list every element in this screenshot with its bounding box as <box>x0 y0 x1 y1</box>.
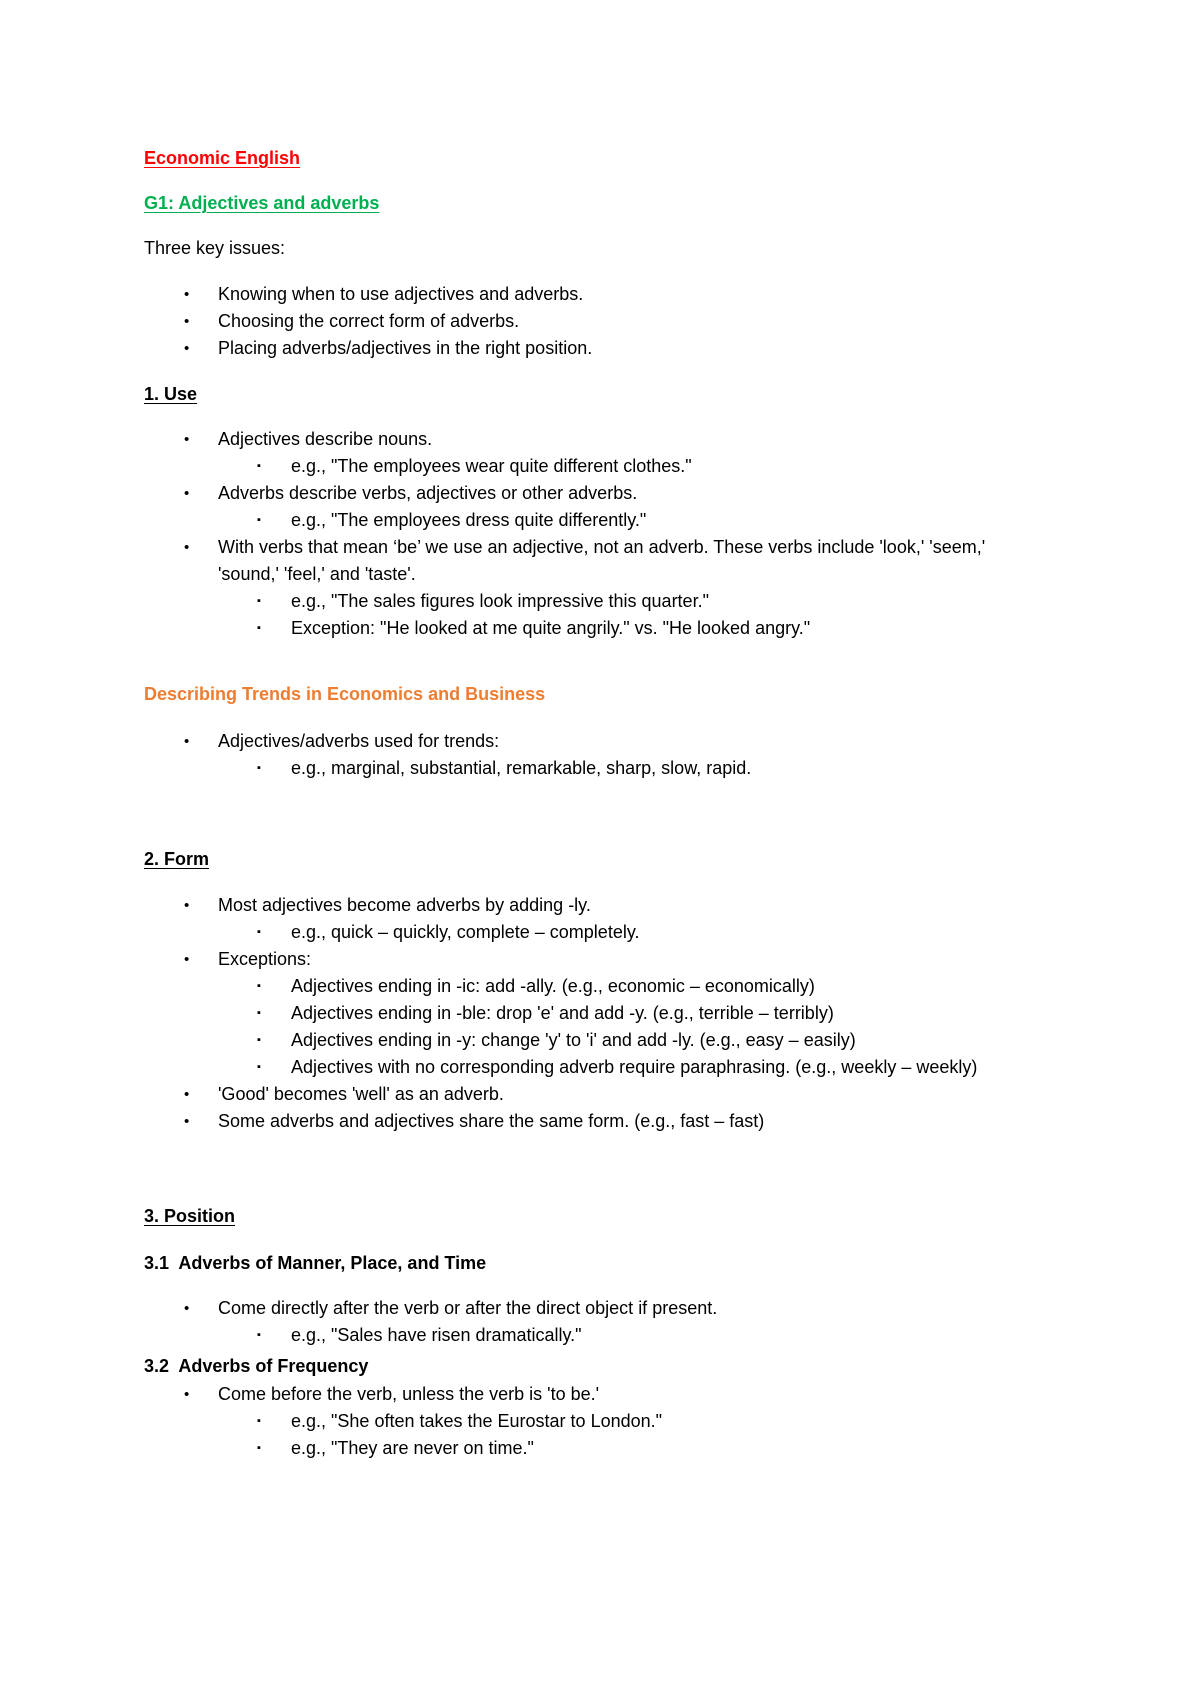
square-bullet-icon: ▪ <box>257 1007 261 1019</box>
bullet-icon: • <box>184 431 190 448</box>
bullet-icon: • <box>184 1113 190 1130</box>
intro-text: Three key issues: <box>144 238 286 258</box>
list-item: • With verbs that mean ‘be’ we use an adjective, not an adverb. These verbs include 'look,' 'seem,' 'sound,' 'feel,' and 'taste'. <box>144 534 1044 588</box>
bullet-icon: • <box>184 286 190 303</box>
list-item: • Come before the verb, unless the verb is 'to be.' <box>144 1381 1044 1408</box>
square-bullet-icon: ▪ <box>257 1329 261 1341</box>
square-bullet-icon: ▪ <box>257 1061 261 1073</box>
list-item: • Adjectives describe nouns. <box>144 426 1044 453</box>
bullet-icon: • <box>184 485 190 502</box>
form-list <box>144 892 1044 1135</box>
position-manner-list <box>144 1295 1044 1349</box>
list-item: • 'Good' becomes 'well' as an adverb. <box>144 1081 1044 1108</box>
square-bullet-icon: ▪ <box>257 1442 261 1454</box>
bullet-icon: • <box>184 733 190 750</box>
list-item: • Exceptions: <box>144 946 1044 973</box>
list-item: ▪ e.g., quick – quickly, complete – completely. <box>144 919 1044 946</box>
bullet-icon: • <box>184 1300 190 1317</box>
subsection-heading-manner: 3.1 Adverbs of Manner, Place, and Time <box>144 1253 487 1273</box>
list-item: • Adjectives/adverbs used for trends: <box>144 728 1044 755</box>
list-item: ▪ e.g., marginal, substantial, remarkable, sharp, slow, rapid. <box>144 755 1044 782</box>
list-item: ▪ Adjectives ending in -y: change 'y' to 'i' and add -ly. (e.g., easy – easily) <box>144 1027 1044 1054</box>
bullet-icon: • <box>184 539 190 556</box>
list-item: ▪ e.g., "The employees dress quite differently." <box>144 507 1044 534</box>
section-heading-use: 1. Use <box>144 384 198 404</box>
document-title: Economic English <box>144 148 301 168</box>
document-subtitle: G1: Adjectives and adverbs <box>144 193 380 213</box>
section-heading-form: 2. Form <box>144 849 210 869</box>
list-item: ▪ e.g., "She often takes the Eurostar to London." <box>144 1408 1044 1435</box>
trends-list <box>144 728 1044 782</box>
square-bullet-icon: ▪ <box>257 980 261 992</box>
square-bullet-icon: ▪ <box>257 514 261 526</box>
bullet-icon: • <box>184 340 190 357</box>
list-item: ▪ Adjectives with no corresponding adverb require paraphrasing. (e.g., weekly – weekly) <box>144 1054 1044 1081</box>
list-item: ▪ Adjectives ending in -ble: drop 'e' and add -y. (e.g., terrible – terribly) <box>144 1000 1044 1027</box>
use-list <box>144 426 1044 642</box>
list-item: • Knowing when to use adjectives and adverbs. <box>144 281 1044 308</box>
list-item: ▪ e.g., "They are never on time." <box>144 1435 1044 1462</box>
list-item: • Choosing the correct form of adverbs. <box>144 308 1044 335</box>
square-bullet-icon: ▪ <box>257 622 261 634</box>
section-heading-trends: Describing Trends in Economics and Business <box>144 684 546 704</box>
square-bullet-icon: ▪ <box>257 595 261 607</box>
list-item: ▪ Exception: "He looked at me quite angrily." vs. "He looked angry." <box>144 615 1044 642</box>
list-item: • Adverbs describe verbs, adjectives or other adverbs. <box>144 480 1044 507</box>
list-item: ▪ e.g., "The sales figures look impressive this quarter." <box>144 588 1044 615</box>
position-frequency-list <box>144 1381 1044 1462</box>
square-bullet-icon: ▪ <box>257 926 261 938</box>
list-item: • Some adverbs and adjectives share the same form. (e.g., fast – fast) <box>144 1108 1044 1135</box>
list-item: ▪ e.g., "The employees wear quite different clothes." <box>144 453 1044 480</box>
list-item: • Come directly after the verb or after the direct object if present. <box>144 1295 1044 1322</box>
square-bullet-icon: ▪ <box>257 762 261 774</box>
list-item: ▪ e.g., "Sales have risen dramatically." <box>144 1322 1044 1349</box>
bullet-icon: • <box>184 951 190 968</box>
subsection-heading-frequency: 3.2 Adverbs of Frequency <box>144 1356 369 1376</box>
section-heading-position: 3. Position <box>144 1206 236 1226</box>
list-item: • Placing adverbs/adjectives in the right position. <box>144 335 1044 362</box>
bullet-icon: • <box>184 1086 190 1103</box>
square-bullet-icon: ▪ <box>257 1415 261 1427</box>
bullet-icon: • <box>184 313 190 330</box>
intro-list <box>144 281 1044 362</box>
list-item: ▪ Adjectives ending in -ic: add -ally. (e.g., economic – economically) <box>144 973 1044 1000</box>
square-bullet-icon: ▪ <box>257 1034 261 1046</box>
bullet-icon: • <box>184 1386 190 1403</box>
square-bullet-icon: ▪ <box>257 460 261 472</box>
list-item: • Most adjectives become adverbs by adding -ly. <box>144 892 1044 919</box>
bullet-icon: • <box>184 897 190 914</box>
